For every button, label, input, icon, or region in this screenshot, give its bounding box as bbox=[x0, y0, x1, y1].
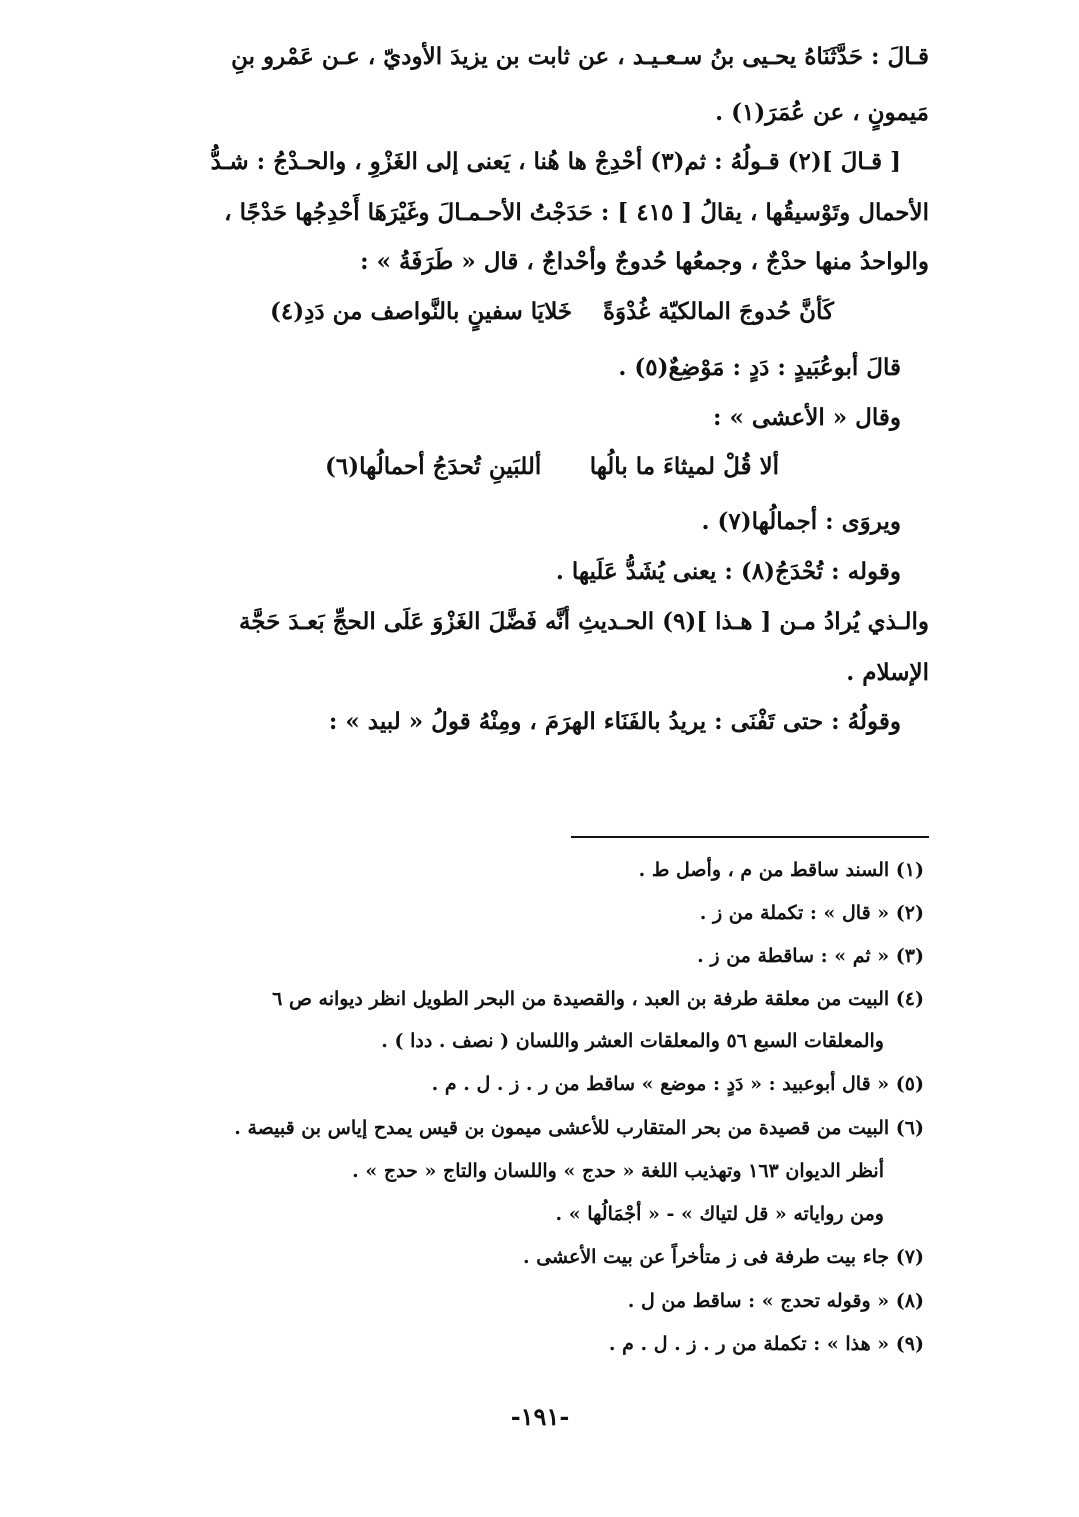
footnote: (٢) « قال » : تكملة من ز . bbox=[699, 902, 924, 924]
footnote: (٥) « قال أبوعبيد : « دَدٍ : موضع » ساقط من ر . ز . ل . م . bbox=[431, 1073, 924, 1095]
text-line: والـذي يُرادُ مـن [ هـذا ](٩) الحـديثِ أنَّه فَضَّلَ الغَزْوَ عَلَى الحجِّ بَعـدَ حَجَّة bbox=[238, 608, 929, 635]
footnote-continuation: أنظر الديوان ١٦٣ وتهذيب اللغة « حدج » واللسان والتاج « حدج » . bbox=[352, 1160, 884, 1182]
text-line: [ قـالَ ](٢) قـولُهُ : ثم(٣) أحْدِجْ ها هُنا ، يَعنى إلى الغَزْوِ ، والحـدْجُ : شـدُّ bbox=[210, 148, 901, 175]
footnote-continuation: والمعلقات السبع ٥٦ والمعلقات العشر واللسان ( نصف . ددا ) . bbox=[381, 1030, 884, 1052]
footnote: (٧) جاء بيت طرفة فى ز متأخراً عن بيت الأعشى . bbox=[522, 1246, 924, 1268]
footnote-separator bbox=[571, 836, 929, 838]
footnote: (٨) « وقوله تحدج » : ساقط من ل . bbox=[627, 1290, 924, 1312]
verse-2-second-hemistich: أللبَينِ تُحدَجُ أحمالُها(٦) bbox=[325, 453, 542, 480]
page-number: -١٩١- bbox=[510, 1402, 570, 1431]
text-line: وقولُهُ : حتى تَفْنَى : يريدُ بالفَنَاء الهرَمَ ، ومِنْهُ قولُ « لبيد » : bbox=[328, 708, 901, 735]
text-line: قـالَ : حَدَّثَنَاهُ يحـيى بنُ سـعـيـد ، عن ثابت بن يزيدَ الأوديّ ، عـن عَمْرو بنِ bbox=[231, 43, 929, 70]
footnote: (٣) « ثم » : ساقطة من ز . bbox=[697, 945, 924, 967]
text-line: وقال « الأعشى » : bbox=[712, 404, 901, 431]
text-line: الأحمال وتَوْسيقُها ، يقالُ [ ٤١٥ ] : حَدَجْتُ الأحـمـالَ وغَيْرَهَا أَحْدِجُها حَدْجًا ، bbox=[224, 199, 929, 226]
text-line: مَيمونٍ ، عن عُمَرَ(١) . bbox=[715, 99, 929, 126]
verse-1-first-hemistich: كَأنَّ حُدوجَ المالكيّة غُدْوَةً bbox=[602, 298, 834, 325]
verse-2-first-hemistich: ألا قُلْ لميثاءَ ما بالُها bbox=[589, 453, 779, 480]
text-line: الإسلام . bbox=[846, 659, 929, 686]
text-line: والواحدُ منها حدْجٌ ، وجمعُها حُدوجٌ وأحْداجٌ ، قال « طَرَفَةُ » : bbox=[360, 248, 929, 275]
footnote: (١) السند ساقط من م ، وأصل ط . bbox=[638, 859, 924, 881]
text-line: ويروَى : أجمالُها(٧) . bbox=[701, 508, 901, 535]
footnote: (٦) البيت من قصيدة من بحر المتقارب للأعشى ميمون بن قيس يمدح إياس بن قبيصة . bbox=[234, 1117, 924, 1139]
text-line: وقوله : تُحْدَجُ(٨) : يعنى يُشَدُّ عَلَيها . bbox=[555, 558, 901, 585]
footnote: (٩) « هذا » : تكملة من ر . ز . ل . م . bbox=[608, 1333, 924, 1355]
text-line: قالَ أبوعُبَيدٍ : دَدٍ : مَوْضِعٌ(٥) . bbox=[618, 354, 901, 381]
footnote: (٤) البيت من معلقة طرفة بن العبد ، والقصيدة من البحر الطويل انظر ديوانه ص ٦ bbox=[272, 988, 924, 1010]
footnote-continuation: ومن رواياته « قل لتياك » - « أجْمَالُها » . bbox=[555, 1203, 884, 1225]
verse-1-second-hemistich: خَلايَا سفينٍ بالنَّواصف من دَدِ(٤) bbox=[270, 298, 573, 325]
